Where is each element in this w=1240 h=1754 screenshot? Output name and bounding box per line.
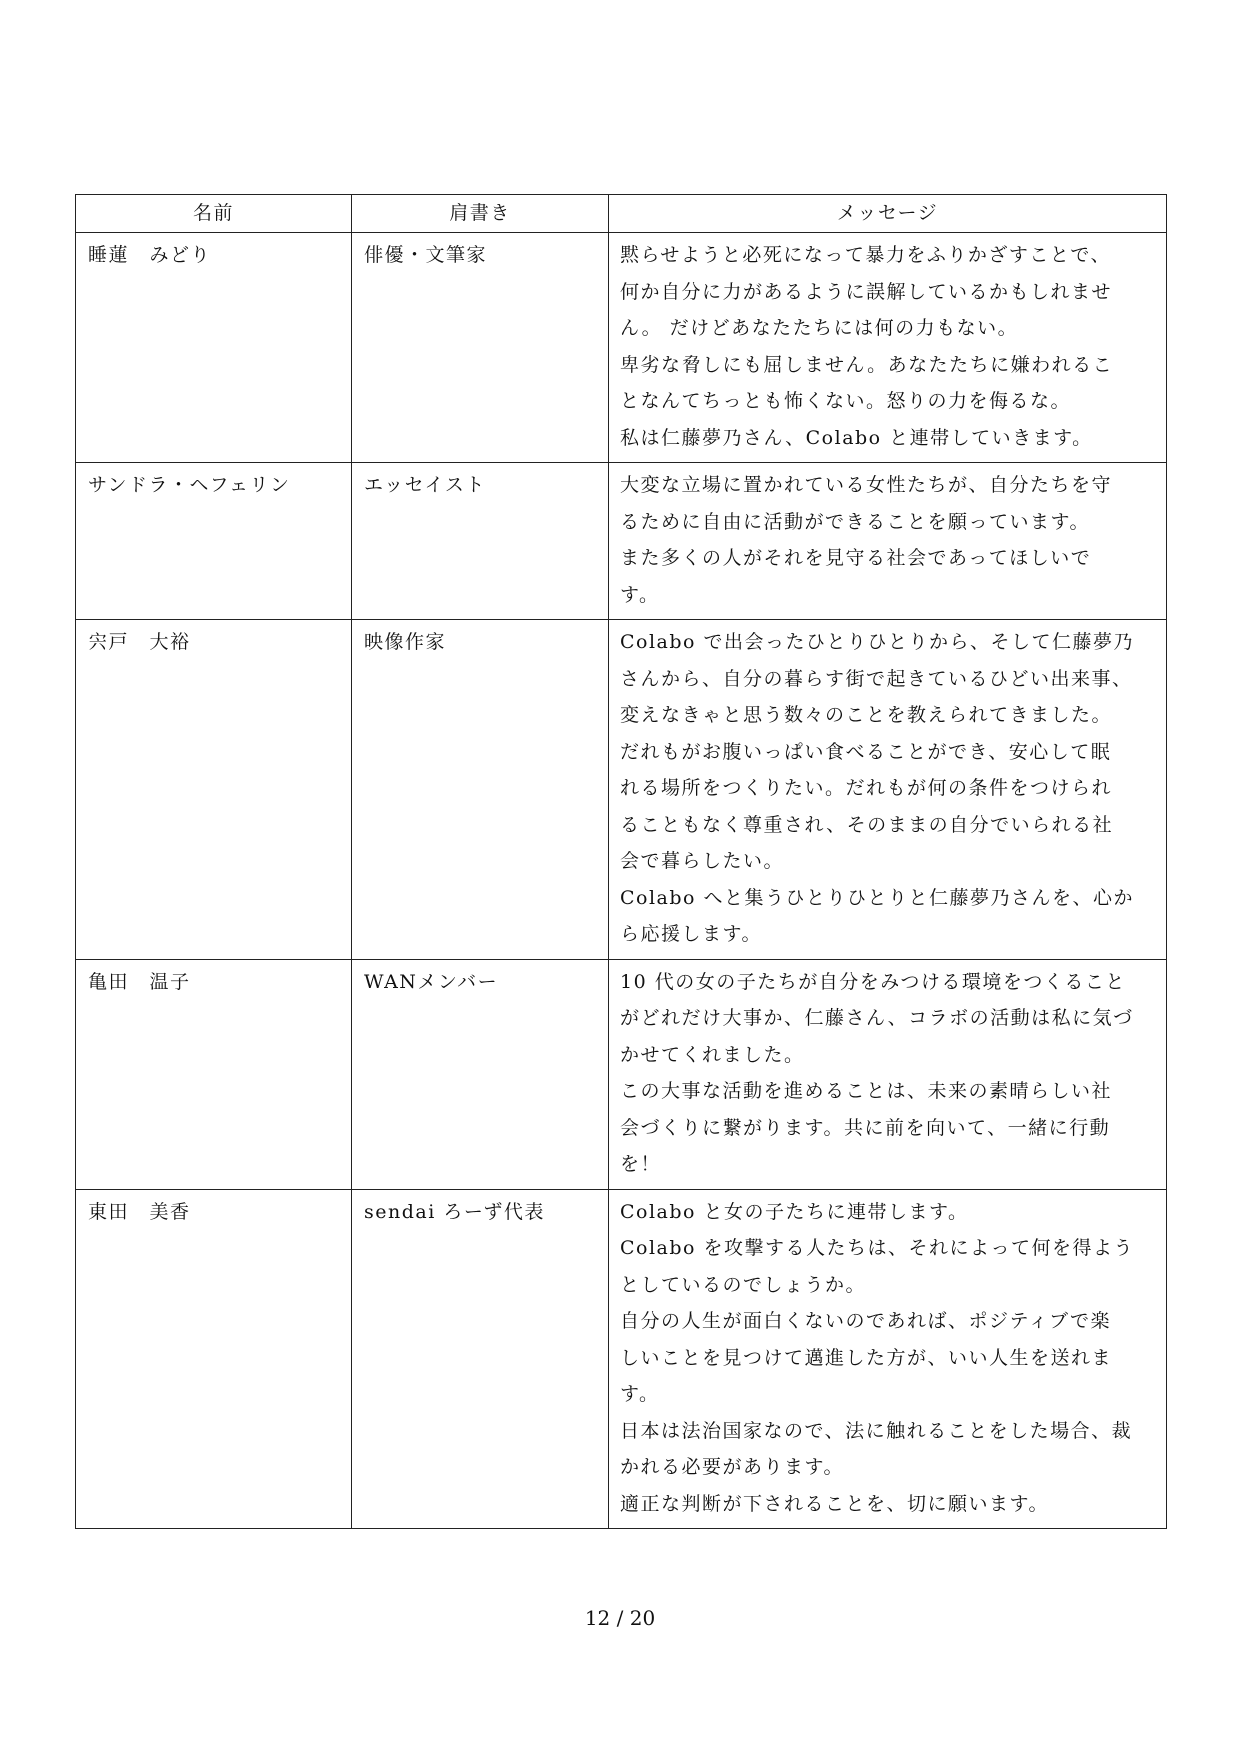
- message-line: 大変な立場に置かれている女性たちが、自分たちを守: [620, 474, 1113, 496]
- message-line: す。: [620, 583, 660, 606]
- cell-name: 亀田 温子: [76, 959, 352, 1189]
- message-line: れる場所をつくりたい。だれもが何の条件をつけられ: [620, 777, 1113, 799]
- message-line: 何か自分に力があるように誤解しているかもしれませ: [620, 280, 1113, 303]
- table-row: [76, 959, 1167, 1189]
- cell-message: [609, 1189, 1167, 1529]
- message-line: 変えなきゃと思う数々のことを教えられてきました。: [620, 704, 1113, 726]
- message-line: 日本は法治国家なので、法に触れることをした場合、裁: [620, 1419, 1133, 1442]
- message-line: 自分の人生が面白くないのであれば、ポジティブで楽: [620, 1310, 1112, 1332]
- cell-title: WANメンバー: [352, 959, 609, 1189]
- cell-message: [609, 463, 1167, 620]
- message-line: Colabo で出会ったひとりひとりから、そして仁藤夢乃: [620, 631, 1135, 653]
- table-row: [76, 233, 1167, 463]
- message-line: るために自由に活動ができることを願っています。: [620, 510, 1090, 533]
- message-line: 私は仁藤夢乃さん、Colabo と連帯していきます。: [620, 426, 1093, 449]
- cell-name: サンドラ・ヘフェリン: [76, 463, 352, 620]
- table-row: [76, 620, 1167, 960]
- column-header-title: 肩書き: [352, 195, 609, 233]
- column-header-name: 名前: [76, 195, 352, 233]
- table-row: [76, 1189, 1167, 1529]
- message-line: ん。 だけどあなたたちには何の力もない。: [620, 317, 1019, 339]
- message-line: しいことを見つけて邁進した方が、いい人生を送れま: [620, 1346, 1113, 1369]
- cell-name: 睡蓮 みどり: [76, 233, 352, 463]
- column-header-message: メッセージ: [609, 195, 1167, 233]
- cell-title: エッセイスト: [352, 463, 609, 620]
- message-line: 黙らせようと必死になって暴力をふりかざすことで、: [620, 244, 1112, 266]
- cell-name: 宍戸 大裕: [76, 620, 352, 960]
- message-line: 適正な判断が下されることを、切に願います。: [620, 1492, 1049, 1515]
- message-line: Colabo を攻撃する人たちは、それによって何を得よう: [620, 1237, 1135, 1259]
- table-body: [76, 233, 1167, 1529]
- cell-name: 東田 美香: [76, 1189, 352, 1529]
- table-header-row: [76, 195, 1167, 233]
- cell-message: [609, 233, 1167, 463]
- message-line: す。: [620, 1383, 660, 1405]
- cell-title: 映像作家: [352, 620, 609, 960]
- message-line: としているのでしょうか。: [620, 1273, 867, 1296]
- cell-title: sendai ろーず代表: [352, 1189, 609, 1529]
- message-line: となんてちっとも怖くない。怒りの力を侮るな。: [620, 390, 1072, 412]
- message-line: 卑劣な脅しにも屈しません。あなたたちに嫌われるこ: [620, 353, 1114, 376]
- cell-title: 俳優・文筆家: [352, 233, 609, 463]
- cell-message: [609, 620, 1167, 960]
- message-line: を！: [620, 1153, 662, 1175]
- message-line: Colabo と女の子たちに連帯します。: [620, 1200, 969, 1223]
- message-line: だれもがお腹いっぱい食べることができ、安心して眠: [620, 740, 1112, 763]
- message-line: かせてくれました。: [620, 1043, 805, 1066]
- cell-message: [609, 959, 1167, 1189]
- table-row: [76, 463, 1167, 620]
- message-line: ら応援します。: [620, 923, 762, 945]
- message-line: この大事な活動を進めることは、未来の素晴らしい社: [620, 1080, 1113, 1102]
- message-line: ることもなく尊重され、そのままの自分でいられる社: [620, 813, 1114, 836]
- message-line: Colabo へと集うひとりひとりと仁藤夢乃さんを、心か: [620, 886, 1135, 909]
- message-table: [75, 194, 1167, 1529]
- message-line: がどれだけ大事か、仁藤さん、コラボの活動は私に気づ: [620, 1007, 1134, 1029]
- message-line: 会で暮らしたい。: [620, 850, 785, 872]
- page-number: 12 / 20: [584, 1606, 656, 1630]
- message-line: さんから、自分の暮らす街で起きているひどい出来事、: [620, 667, 1133, 690]
- message-line: かれる必要があります。: [620, 1456, 844, 1478]
- message-line: 会づくりに繋がります。共に前を向いて、一緒に行動: [620, 1116, 1111, 1139]
- message-line: 10 代の女の子たちが自分をみつける環境をつくること: [620, 970, 1126, 993]
- message-line: また多くの人がそれを見守る社会であってほしいで: [620, 547, 1092, 569]
